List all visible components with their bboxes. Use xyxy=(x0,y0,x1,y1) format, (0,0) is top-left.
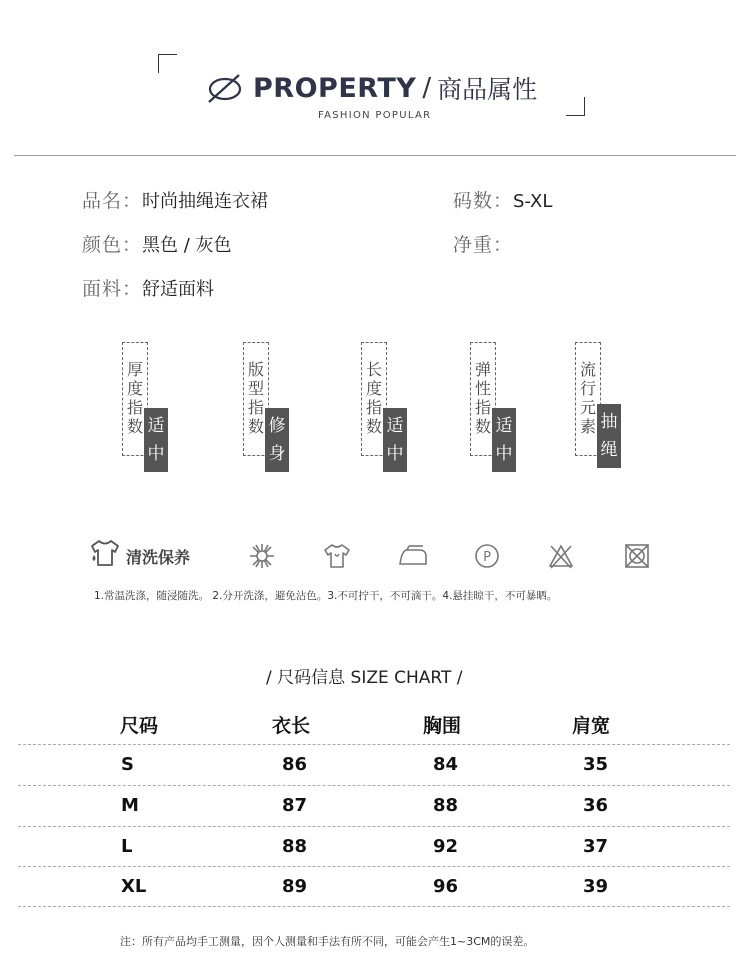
index-length xyxy=(361,342,404,464)
table-cell: S xyxy=(121,754,134,775)
title-separator: / xyxy=(422,73,432,103)
care-title: 清洗保养 xyxy=(126,548,191,567)
divider xyxy=(14,155,736,156)
index-label: 流行元素 xyxy=(579,360,596,436)
page-title xyxy=(205,68,537,108)
property-value: 舒适面料 xyxy=(142,279,215,300)
hang-dry-shirt-icon xyxy=(322,542,352,570)
row-divider xyxy=(18,744,730,745)
index-thickness xyxy=(122,342,165,464)
property-label: 面料： xyxy=(82,278,143,300)
table-cell: 39 xyxy=(583,876,609,897)
property-fabric xyxy=(82,274,214,301)
title-english: PROPERTY xyxy=(253,72,417,104)
corner-bracket-top-left xyxy=(158,54,177,73)
title-chinese: 商品属性 xyxy=(437,75,538,104)
dry-clean-p-icon xyxy=(473,542,501,570)
property-value: 时尚抽绳连衣裙 xyxy=(142,191,269,212)
size-chart-title: / 尺码信息 SIZE CHART / xyxy=(266,668,463,688)
header-length: 衣长 xyxy=(272,715,311,737)
index-label: 版型指数 xyxy=(247,360,264,436)
index-value: 适中 xyxy=(492,408,516,472)
no-tumble-icon xyxy=(547,542,575,570)
table-cell: 89 xyxy=(282,876,308,897)
table-cell: 86 xyxy=(282,754,308,775)
index-label: 长度指数 xyxy=(365,360,382,436)
property-color xyxy=(82,230,232,257)
table-cell: 87 xyxy=(282,795,308,816)
property-label: 颜色： xyxy=(82,234,143,256)
table-cell: 35 xyxy=(583,754,609,775)
property-name xyxy=(82,186,268,213)
property-label: 码数： xyxy=(453,190,514,212)
tshirt-drop-icon xyxy=(88,538,122,568)
index-value: 适中 xyxy=(383,408,407,472)
index-value: 抽绳 xyxy=(597,404,621,468)
table-cell: 88 xyxy=(282,836,308,857)
property-label: 品名： xyxy=(82,190,143,212)
table-cell: 37 xyxy=(583,836,609,857)
index-value: 适中 xyxy=(144,408,168,472)
row-divider xyxy=(18,866,730,867)
header-chest: 胸围 xyxy=(423,715,462,737)
no-bleach-icon xyxy=(247,542,277,570)
row-divider xyxy=(18,906,730,907)
care-instructions: 1.常温洗涤，随浸随洗。 2.分开洗涤，避免沾色。3.不可拧干，不可滴干。4.悬挂晾干，不可暴晒。 xyxy=(94,590,558,602)
corner-bracket-bottom-right xyxy=(566,97,585,116)
table-cell: XL xyxy=(121,876,147,897)
row-divider xyxy=(18,826,730,827)
no-wring-icon xyxy=(623,542,651,570)
crossed-circle-icon xyxy=(205,73,245,103)
subtitle: FASHION POPULAR xyxy=(318,110,432,121)
iron-icon xyxy=(397,544,429,568)
table-cell: 36 xyxy=(583,795,609,816)
index-label: 厚度指数 xyxy=(126,360,143,436)
property-value: 黑色 / 灰色 xyxy=(142,235,232,256)
row-divider xyxy=(18,785,730,786)
table-cell: L xyxy=(121,836,133,857)
index-elasticity xyxy=(470,342,513,464)
table-cell: 84 xyxy=(433,754,459,775)
property-label: 净重： xyxy=(453,234,514,256)
property-weight xyxy=(453,230,513,257)
header-size: 尺码 xyxy=(120,715,159,737)
index-value: 修身 xyxy=(265,408,289,472)
svg-text:P: P xyxy=(483,550,491,565)
property-size xyxy=(453,186,552,213)
table-cell: M xyxy=(121,795,139,816)
index-fit xyxy=(243,342,286,464)
measurement-footnote: 注：所有产品均手工测量，因个人测量和手法有所不同，可能会产生1~3CM的误差。 xyxy=(120,935,535,948)
table-cell: 96 xyxy=(433,876,459,897)
index-label: 弹性指数 xyxy=(474,360,491,436)
table-cell: 92 xyxy=(433,836,459,857)
index-trend xyxy=(575,342,618,460)
property-value: S-XL xyxy=(513,191,553,212)
table-cell: 88 xyxy=(433,795,459,816)
header-shoulder: 肩宽 xyxy=(572,715,611,737)
